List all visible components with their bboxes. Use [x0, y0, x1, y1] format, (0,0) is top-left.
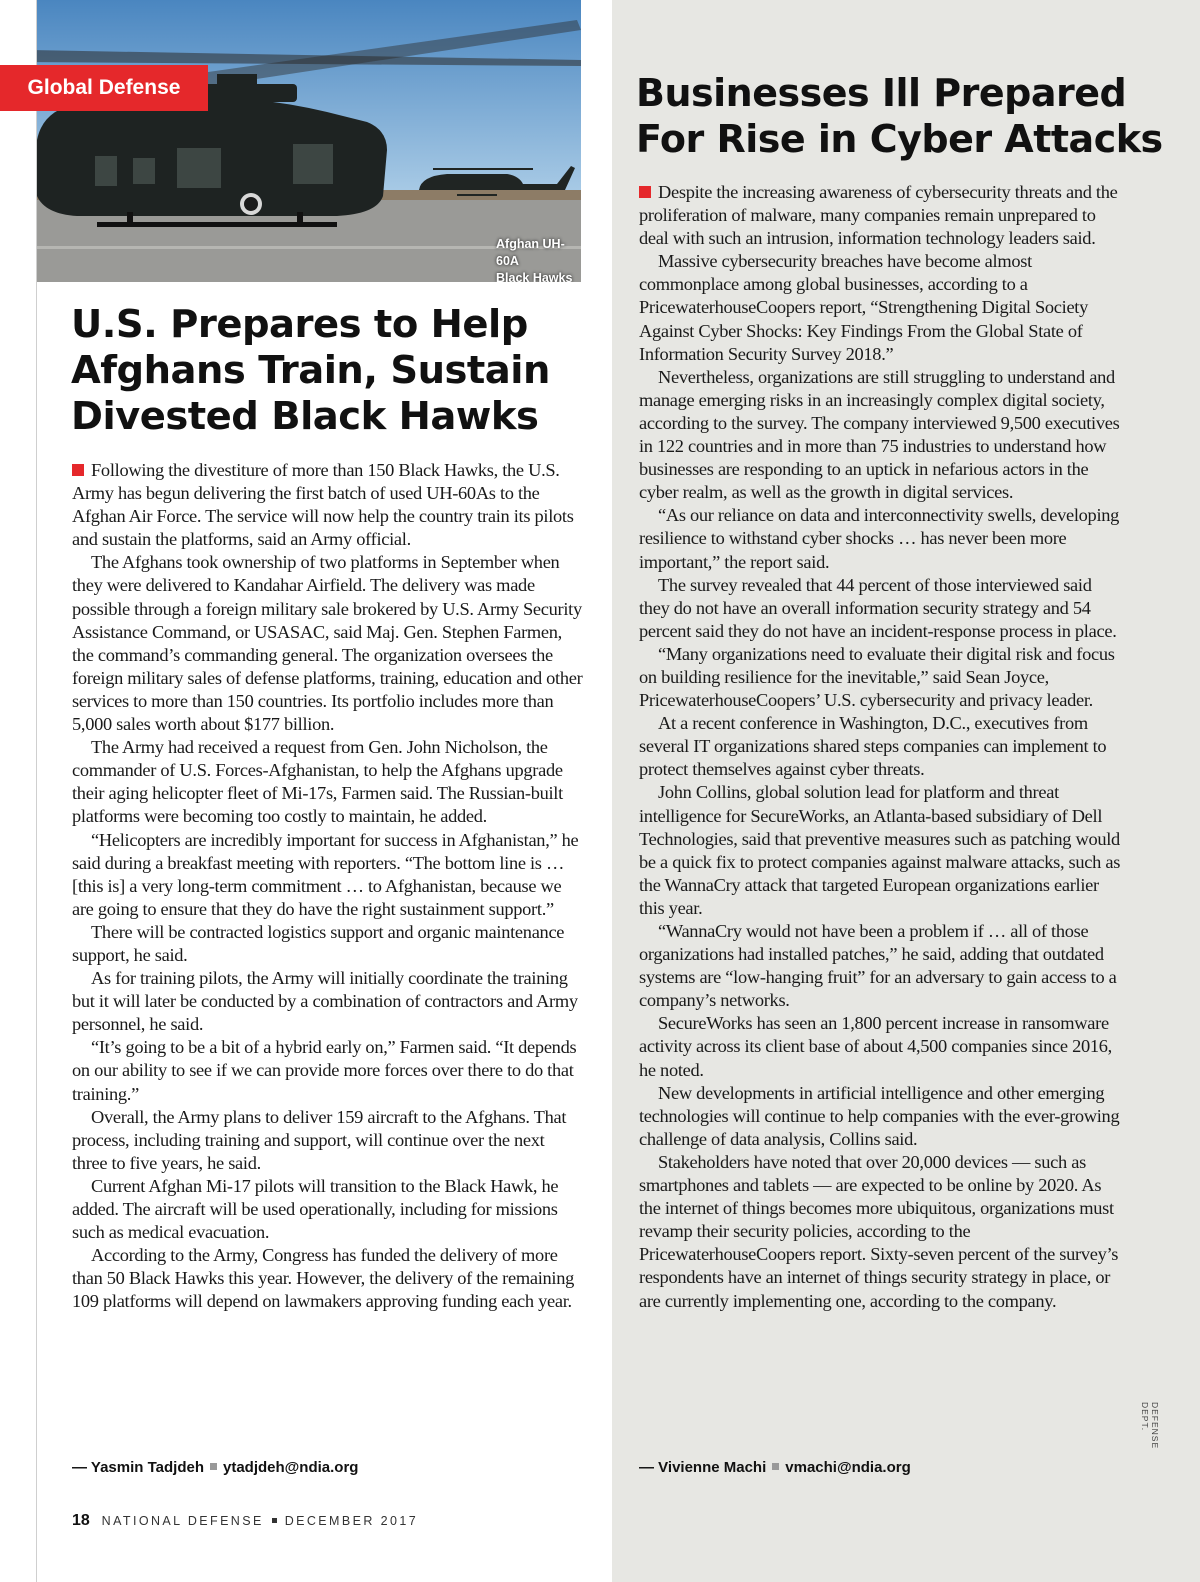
paragraph: Stakeholders have noted that over 20,000 devices — such as smartphones and tablets — are expected to be online by 2020. As the internet of things becomes more ubiquitous, organizations must revamp their security policies, according to the PricewaterhouseCoopers report. Sixty-seven percent of the survey’s respondents have an internet of things security strategy in place, or are currently implementing one, according to the company. — [639, 1151, 1119, 1311]
paragraph: According to the Army, Congress has funded the delivery of more than 50 Black Hawks this year. However, the delivery of the remaining 109 platforms will depend on lawmakers approving funding each year. — [72, 1245, 575, 1312]
byline-email[interactable]: vmachi@ndia.org — [785, 1459, 911, 1476]
paragraph: The Army had received a request from Gen. John Nicholson, the commander of U.S. Forces-Afghanistan, to help the Afghans upgrade their aging helicopter fleet of Mi-17s, Farmen said. The Russian-built platforms were becoming too costly to maintain, he added. — [72, 737, 563, 827]
byline-name: — Yasmin Tadjdeh — [72, 1459, 204, 1476]
byline-name: — Vivienne Machi — [639, 1459, 767, 1476]
paragraph: New developments in artificial intelligence and other emerging technologies will continue to help companies with the ever-growing challenge of data analysis, Collins said. — [639, 1082, 1120, 1149]
page-number: 18 — [72, 1512, 90, 1529]
publication-name: NATIONAL DEFENSE — [101, 1514, 264, 1528]
helicopter-photo — [37, 0, 581, 282]
paragraph: Despite the increasing awareness of cybersecurity threats and the proliferation of malware, many companies remain unprepared to deal with such an intrusion, information technology leaders said. — [639, 182, 1118, 249]
paragraph: Nevertheless, organizations are still struggling to understand and manage emerging risks in an increasingly complex digital society, according to the survey. The company interviewed 9,500 executives in 122 countries and in more than 75 industries to understand how businesses are responding to an uptick in nefarious actors in the cyber realm, as well as the growth in digital services. — [639, 366, 1120, 503]
paragraph: The Afghans took ownership of two platforms in September when they were delivered to Kandahar Airfield. The delivery was made possible through a foreign military sale brokered by U.S. Army Security Assistance Command, or USASAC, said Maj. Gen. Stephen Farmen, the command’s commanding general. The organization oversees the foreign military sales of defense platforms, training, education and other services to more than 150 countries. Its portfolio includes more than 5,000 sales worth about $177 billion. — [72, 552, 583, 735]
paragraph: As for training pilots, the Army will initially coordinate the training but it will later be conducted by a combination of contractors and Army personnel, he said. — [72, 968, 578, 1035]
paragraph: “It’s going to be a bit of a hybrid early on,” Farmen said. “It depends on our ability to see if we can provide more forces over there to do that training.” — [72, 1037, 577, 1104]
red-square-icon — [72, 464, 84, 476]
photo-caption — [496, 236, 581, 282]
left-byline — [72, 1459, 358, 1476]
issue-date: DECEMBER 2017 — [284, 1514, 419, 1528]
paragraph: “Many organizations need to evaluate their digital risk and focus on building resilience for the inevitable,” said Sean Joyce, PricewaterhouseCoopers’ U.S. cybersecurity and privacy leader. — [639, 643, 1115, 711]
side-label: DEFENSE DEPT. — [1140, 1402, 1160, 1450]
paragraph: “As our reliance on data and interconnectivity swells, developing resilience to withstand cyber shocks … has never been more important,” the report said. — [639, 505, 1120, 572]
paragraph: “WannaCry would not have been a problem if … all of those organizations had installed patches,” he said, adding that outdated systems are “low-hanging fruit” for an adversary to gain access to a company’s networks. — [639, 921, 1117, 1011]
separator-dot-icon — [272, 1518, 277, 1523]
left-headline: U.S. Prepares to Help Afghans Train, Sustain Divested Black Hawks — [71, 302, 550, 439]
separator-dot-icon — [772, 1463, 779, 1470]
right-byline — [639, 1459, 911, 1476]
separator-dot-icon — [210, 1463, 217, 1470]
paragraph: Following the divestiture of more than 150 Black Hawks, the U.S. Army has begun delivering the first batch of used UH-60As to the Afghan Air Force. The service will now help the country train its pilots and sustain the platforms, said an Army official. — [72, 460, 574, 550]
right-article-body — [639, 181, 1121, 1313]
photo-caption-line-1: Afghan UH-60A — [496, 237, 565, 268]
paragraph: Overall, the Army plans to deliver 159 aircraft to the Afghans. That process, including training and support, will continue over the next three to five years, he said. — [72, 1106, 567, 1173]
paragraph: “Helicopters are incredibly important for success in Afghanistan,” he said during a breakfast meeting with reporters. “The bottom line is … [this is] a very long-term commitment … to Afghanistan, because we are going to ensure that they do have the right sustainment support.” — [72, 829, 579, 919]
left-article-body — [72, 459, 584, 1313]
paragraph: There will be contracted logistics support and organic maintenance support, he said. — [72, 921, 565, 965]
paragraph: The survey revealed that 44 percent of those interviewed said they do not have an overall information security strategy and 54 percent said they do not have an incident-response process in place. — [639, 574, 1117, 641]
paragraph: SecureWorks has seen an 1,800 percent increase in ransomware activity across its client base of about 4,500 companies since 2016, he noted. — [639, 1013, 1112, 1080]
paragraph: Massive cybersecurity breaches have become almost commonplace among global businesses, according to a PricewaterhouseCoopers report, “Strengthening Digital Society Against Cyber Shocks: Key Findings From the Global State of Information Security Survey 2018.” — [639, 251, 1089, 364]
photo-caption-line-2: Black Hawks — [496, 271, 573, 282]
section-tag: Global Defense — [0, 65, 208, 111]
paragraph: At a recent conference in Washington, D.C., executives from several IT organizations shared steps companies can implement to protect themselves against cyber threats. — [639, 713, 1107, 780]
right-headline: Businesses Ill Prepared For Rise in Cyber Attacks — [636, 71, 1163, 161]
page-footer — [72, 1512, 418, 1530]
paragraph: John Collins, global solution lead for platform and threat intelligence for SecureWorks, an Atlanta-based subsidiary of Dell Technologies, said that preventive measures such as patching would be a quick fix to protect companies against malware attacks, such as the WannaCry attack that targeted European organizations earlier this year. — [639, 782, 1121, 918]
red-square-icon — [639, 186, 651, 198]
byline-email[interactable]: ytadjdeh@ndia.org — [222, 1459, 359, 1476]
paragraph: Current Afghan Mi-17 pilots will transition to the Black Hawk, he added. The aircraft will be used operationally, including for missions such as medical evacuation. — [72, 1175, 559, 1243]
